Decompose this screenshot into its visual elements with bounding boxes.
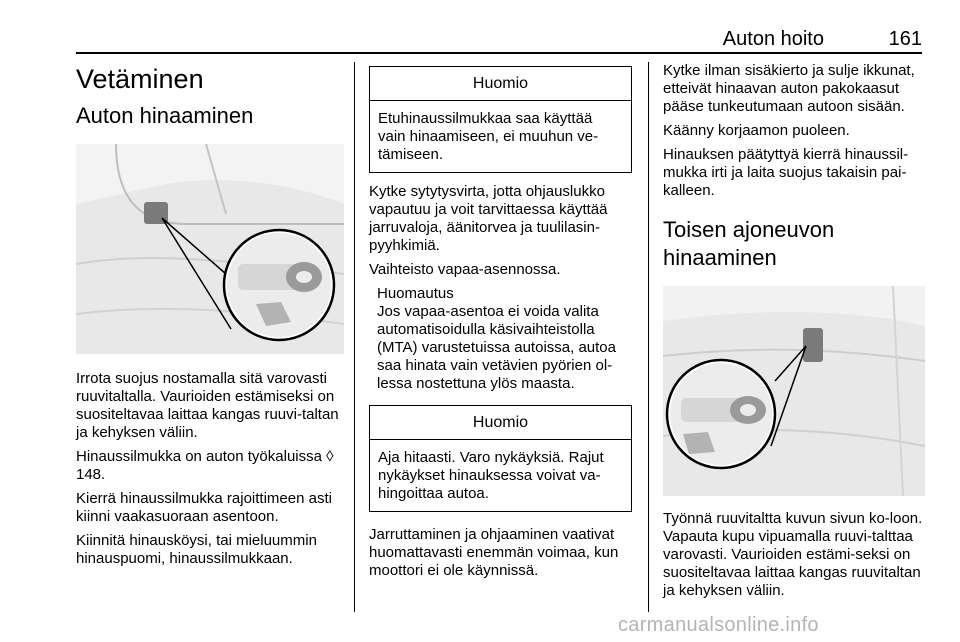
- caution-box: [369, 66, 632, 173]
- remark-text: Jos vapaa-asentoa ei voida valita automatisoidulla käsivaihteistolla (MTA) varustetuissa autoissa, autoa saa hinata vain vetävien pyörien ol-lessa nostettuna ylös maasta.: [377, 303, 616, 392]
- page-header: [76, 26, 922, 54]
- section-heading: Toisen ajoneuvon hinaaminen: [663, 217, 835, 270]
- paragraph: Irrota suojus nostamalla sitä varovasti ruuvitaltalla. Vaurioiden estämiseksi on suositeltavaa laittaa kangas ruuvi-taltan ja kehyksen väliin.: [76, 370, 339, 441]
- paragraph: Käänny korjaamon puoleen.: [663, 122, 850, 139]
- caution-box: [369, 405, 632, 512]
- caution-text: Aja hitaasti. Varo nykäyksiä. Rajut nykäykset hinauksessa voivat va-hingoittaa autoa.: [378, 449, 604, 502]
- paragraph: Kytke sytytysvirta, jotta ohjauslukko vapautuu ja voit tarvittaessa käyttää jarruvaloja, äänitorvea ja tuulilasin-pyyhkimiä.: [369, 183, 608, 254]
- watermark-text: carmanualsonline.info: [618, 614, 819, 636]
- remark-note: [369, 285, 632, 393]
- page-number: 161: [888, 28, 922, 50]
- remark-title: Huomautus: [377, 285, 454, 302]
- section-heading: Auton hinaaminen: [76, 103, 254, 128]
- front-towing-eye-illustration: [76, 144, 344, 354]
- caution-text: Etuhinaussilmukkaa saa käyttää vain hinaamiseen, ei muuhun ve-tämiseen.: [378, 110, 599, 163]
- column-2: [369, 62, 632, 586]
- column-divider: [648, 62, 649, 612]
- caution-title: Huomio: [370, 67, 631, 101]
- caution-title: Huomio: [370, 406, 631, 440]
- paragraph: Kierrä hinaussilmukka rajoittimeen asti kiinni vaakasuoraan asentoon.: [76, 490, 332, 525]
- column-divider: [354, 62, 355, 612]
- section-title: Auton hoito: [722, 28, 824, 50]
- paragraph: Kytke ilman sisäkierto ja sulje ikkunat, etteivät hinaavan auton pakokaasut pääse tunkeutumaan autoon sisään.: [663, 62, 915, 115]
- column-1: [76, 62, 344, 574]
- paragraph: Jarruttaminen ja ohjaaminen vaativat huomattavasti enemmän voimaa, kun moottori ei ole käynnissä.: [369, 526, 619, 579]
- chapter-heading: Vetäminen: [76, 64, 204, 94]
- paragraph: Hinauksen päätyttyä kierrä hinaussil-mukka irti ja laita suojus takaisin pai-kalleen.: [663, 146, 909, 199]
- column-3: [663, 62, 925, 606]
- rear-towing-eye-illustration: [663, 286, 925, 496]
- paragraph: Vaihteisto vapaa-asennossa.: [369, 261, 561, 278]
- paragraph: Kiinnitä hinausköysi, tai mieluummin hinauspuomi, hinaussilmukkaan.: [76, 532, 317, 567]
- paragraph: Hinaussilmukka on auton työkaluissa ◊ 148.: [76, 448, 334, 483]
- paragraph: Työnnä ruuvitaltta kuvun sivun ko-loon. Vapauta kupu vipuamalla ruuvi-talttaa varovasti. Vaurioiden estämi-seksi on suositeltavaa laittaa kangas ruuvitaltan ja kehyksen väliin.: [663, 510, 923, 599]
